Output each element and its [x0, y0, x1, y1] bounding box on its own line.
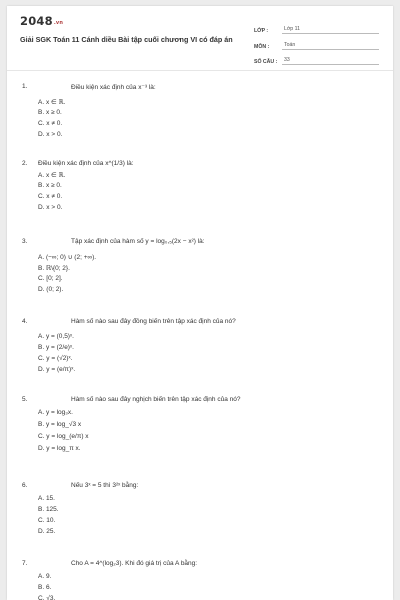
option-d: D. (0; 2). [38, 286, 64, 293]
meta-subject-label: MÔN : [254, 43, 270, 50]
option-c: C. x ≠ 0. [38, 120, 63, 127]
option-b: B. 6. [38, 584, 52, 591]
option-d: D. x > 0. [38, 204, 63, 211]
meta-count-row [254, 51, 379, 65]
meta-count-label: SỐ CÂU : [254, 59, 278, 65]
option-c: C. √3. [38, 595, 56, 600]
option-c: C. y = (√2)ˣ. [38, 355, 73, 362]
meta-class-label: LỚP : [254, 28, 269, 34]
option-c: C. [0; 2]. [38, 275, 63, 282]
option-b: B. y = log_√3 x [38, 421, 82, 428]
option-c: C. x ≠ 0. [38, 193, 63, 200]
question-text: Cho A = 4^(log₂3). Khi đó giá trị của A bằng: [71, 560, 198, 567]
option-a: A. x ∈ ℝ. [38, 172, 66, 179]
meta-class-row [254, 20, 379, 34]
document-meta [254, 20, 379, 67]
logo-suffix: .vn [53, 20, 64, 26]
option-a: A. x ∈ ℝ. [38, 99, 66, 106]
option-c: C. y = log_(e/π) x [38, 433, 89, 440]
question-text: Điều kiện xác định của x⁻³ là: [71, 84, 156, 91]
option-d: D. x > 0. [38, 131, 63, 138]
option-a: A. y = log₃x. [38, 409, 73, 416]
document-sheet [7, 6, 393, 600]
meta-class-value: Lớp 11 [282, 26, 379, 34]
question-text: Nếu 3ˣ = 5 thì 3²ˣ bằng: [71, 482, 139, 489]
option-d: D. 25. [38, 528, 56, 535]
header-divider [7, 70, 393, 71]
option-b: B. y = (2/e)ˣ. [38, 344, 74, 351]
question-number: 5. [22, 396, 28, 403]
option-a: A. y = (0,5)ˣ. [38, 333, 74, 340]
meta-count-value: 33 [282, 57, 379, 65]
logo-text: 2048 [20, 14, 53, 28]
question-number: 4. [22, 318, 28, 325]
document-header [7, 6, 393, 72]
question-number: 6. [22, 482, 28, 489]
option-a: A. (−∞; 0) ∪ (2; +∞). [38, 254, 97, 261]
question-text: Hàm số nào sau đây nghịch biến trên tập xác định của nó? [71, 396, 241, 403]
option-a: A. 15. [38, 495, 55, 502]
question-number: 1. [22, 83, 28, 90]
question-number: 7. [22, 560, 28, 567]
meta-subject-row [254, 36, 379, 50]
question-text: Điều kiện xác định của x^(1/3) là: [38, 160, 134, 167]
option-c: C. 10. [38, 517, 56, 524]
meta-subject-value: Toán [282, 42, 379, 50]
option-b: B. x ≥ 0. [38, 109, 62, 116]
option-a: A. 9. [38, 573, 52, 580]
site-logo[interactable] [20, 14, 63, 28]
option-b: B. ℝ\{0; 2}. [38, 265, 70, 272]
option-b: B. 125. [38, 506, 59, 513]
option-b: B. x ≥ 0. [38, 182, 62, 189]
question-number: 3. [22, 238, 28, 245]
question-text: Hàm số nào sau đây đồng biến trên tập xác định của nó? [71, 318, 236, 325]
document-title: Giải SGK Toán 11 Cánh diều Bài tập cuối chương VI có đáp án [20, 35, 233, 44]
question-number: 2. [22, 160, 28, 167]
option-d: D. y = log_π x. [38, 445, 81, 452]
option-d: D. y = (e/π)ˣ. [38, 366, 76, 373]
question-text: Tập xác định của hàm số y = log₀,₅(2x − x²) là: [71, 238, 205, 245]
